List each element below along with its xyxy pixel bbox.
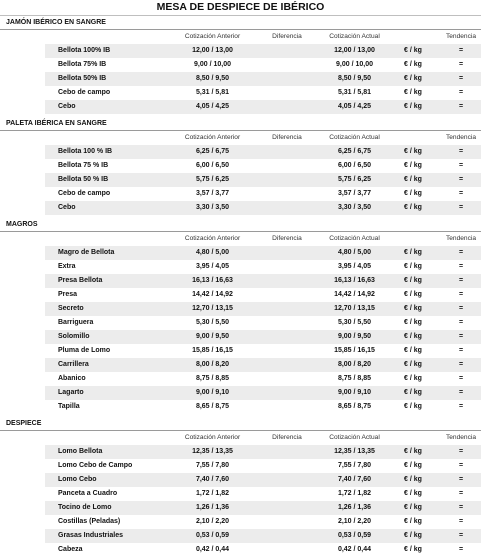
product-name: Pluma de Lomo	[58, 347, 111, 354]
unit: € / kg	[404, 89, 422, 96]
section	[0, 418, 481, 560]
table-row	[0, 173, 481, 187]
previous-quote: 15,85 / 16,15	[192, 347, 233, 354]
table-row	[0, 58, 481, 72]
trend: =	[458, 277, 464, 284]
previous-quote: 4,05 / 4,25	[195, 103, 230, 110]
current-quote: 12,70 / 13,15	[334, 305, 375, 312]
price-table	[0, 17, 481, 560]
section-spacer	[0, 114, 481, 117]
difference	[262, 372, 312, 386]
current-quote: 6,25 / 6,75	[337, 148, 372, 155]
table-row	[0, 288, 481, 302]
difference	[262, 86, 312, 100]
table-row	[0, 330, 481, 344]
header-current-quote: Cotización Actual	[329, 235, 380, 242]
product-name: Carrillera	[58, 361, 89, 368]
unit: € / kg	[404, 190, 422, 197]
table-row	[0, 274, 481, 288]
header-difference: Diferencia	[272, 235, 302, 242]
difference	[262, 72, 312, 86]
unit: € / kg	[404, 148, 422, 155]
trend: =	[458, 532, 464, 539]
unit: € / kg	[404, 176, 422, 183]
difference	[262, 246, 312, 260]
unit: € / kg	[404, 277, 422, 284]
section	[0, 219, 481, 417]
product-name: Grasas Industriales	[58, 532, 123, 539]
current-quote: 3,95 / 4,05	[337, 263, 372, 270]
trend: =	[458, 204, 464, 211]
product-name: Abanico	[58, 375, 86, 382]
current-quote: 5,75 / 6,25	[337, 176, 372, 183]
current-quote: 7,55 / 7,80	[337, 462, 372, 469]
trend: =	[458, 389, 464, 396]
previous-quote: 8,75 / 8,85	[195, 375, 230, 382]
unit: € / kg	[404, 249, 422, 256]
trend: =	[458, 162, 464, 169]
current-quote: 1,26 / 1,36	[337, 504, 372, 511]
difference	[262, 529, 312, 543]
header-trend: Tendencia	[445, 134, 477, 141]
unit: € / kg	[404, 61, 422, 68]
current-quote: 6,00 / 6,50	[337, 162, 372, 169]
trend: =	[458, 333, 464, 340]
difference	[262, 358, 312, 372]
unit: € / kg	[404, 347, 422, 354]
trend: =	[458, 448, 464, 455]
difference	[262, 288, 312, 302]
product-name: Costillas (Peladas)	[58, 518, 121, 525]
difference	[262, 473, 312, 487]
current-quote: 16,13 / 16,63	[334, 277, 375, 284]
current-quote: 7,40 / 7,60	[337, 476, 372, 483]
table-row	[0, 501, 481, 515]
difference	[262, 459, 312, 473]
table-row	[0, 302, 481, 316]
column-header-row	[0, 131, 481, 145]
unit: € / kg	[404, 305, 422, 312]
header-trend: Tendencia	[445, 434, 477, 441]
previous-quote: 6,00 / 6,50	[195, 162, 230, 169]
previous-quote: 9,00 / 9,10	[195, 389, 230, 396]
previous-quote: 9,00 / 10,00	[194, 61, 231, 68]
table-row	[0, 372, 481, 386]
trend: =	[458, 347, 464, 354]
table-row	[0, 86, 481, 100]
difference	[262, 159, 312, 173]
trend: =	[458, 75, 464, 82]
unit: € / kg	[404, 448, 422, 455]
table-row	[0, 44, 481, 58]
current-quote: 0,53 / 0,59	[337, 532, 372, 539]
previous-quote: 16,13 / 16,63	[192, 277, 233, 284]
table-row	[0, 473, 481, 487]
table-row	[0, 358, 481, 372]
current-quote: 12,00 / 13,00	[334, 47, 375, 54]
product-name: Cebo	[58, 103, 76, 110]
previous-quote: 8,65 / 8,75	[195, 403, 230, 410]
trend: =	[458, 518, 464, 525]
product-name: Bellota 75 % IB	[58, 162, 109, 169]
unit: € / kg	[404, 403, 422, 410]
header-difference: Diferencia	[272, 434, 302, 441]
previous-quote: 0,53 / 0,59	[195, 532, 230, 539]
product-name: Presa	[58, 291, 78, 298]
unit: € / kg	[404, 361, 422, 368]
difference	[262, 330, 312, 344]
current-quote: 8,65 / 8,75	[337, 403, 372, 410]
current-quote: 14,42 / 14,92	[334, 291, 375, 298]
header-current-quote: Cotización Actual	[329, 134, 380, 141]
difference	[262, 58, 312, 72]
product-name: Tocino de Lomo	[58, 504, 112, 511]
previous-quote: 12,70 / 13,15	[192, 305, 233, 312]
unit: € / kg	[404, 47, 422, 54]
product-name: Bellota 50% IB	[58, 75, 107, 82]
current-quote: 8,50 / 9,50	[337, 75, 372, 82]
unit: € / kg	[404, 291, 422, 298]
trend: =	[458, 361, 464, 368]
product-name: Bellota 75% IB	[58, 61, 107, 68]
section-spacer	[0, 414, 481, 417]
table-row	[0, 400, 481, 414]
unit: € / kg	[404, 75, 422, 82]
trend: =	[458, 263, 464, 270]
section	[0, 118, 481, 218]
difference	[262, 145, 312, 159]
current-quote: 9,00 / 9,50	[337, 333, 372, 340]
previous-quote: 3,95 / 4,05	[195, 263, 230, 270]
table-row	[0, 543, 481, 557]
section	[0, 17, 481, 117]
unit: € / kg	[404, 546, 422, 553]
header-previous-quote: Cotización Anterior	[184, 33, 241, 40]
previous-quote: 7,40 / 7,60	[195, 476, 230, 483]
previous-quote: 9,00 / 9,50	[195, 333, 230, 340]
trend: =	[458, 476, 464, 483]
previous-quote: 5,31 / 5,81	[195, 89, 230, 96]
section-title: MAGROS	[0, 219, 481, 232]
trend: =	[458, 319, 464, 326]
table-row	[0, 100, 481, 114]
previous-quote: 6,25 / 6,75	[195, 148, 230, 155]
current-quote: 12,35 / 13,35	[334, 448, 375, 455]
header-previous-quote: Cotización Anterior	[184, 434, 241, 441]
table-row	[0, 246, 481, 260]
product-name: Cebo	[58, 204, 76, 211]
product-name: Lomo Cebo de Campo	[58, 462, 133, 469]
product-name: Cebo de campo	[58, 190, 111, 197]
product-name: Barriguera	[58, 319, 94, 326]
difference	[262, 445, 312, 459]
product-name: Presa Bellota	[58, 277, 103, 284]
trend: =	[458, 103, 464, 110]
trend: =	[458, 148, 464, 155]
page-title: MESA DE DESPIECE DE IBÉRICO	[0, 0, 481, 16]
header-current-quote: Cotización Actual	[329, 33, 380, 40]
unit: € / kg	[404, 263, 422, 270]
current-quote: 15,85 / 16,15	[334, 347, 375, 354]
table-row	[0, 201, 481, 215]
product-name: Cabeza	[58, 546, 83, 553]
current-quote: 8,00 / 8,20	[337, 361, 372, 368]
previous-quote: 14,42 / 14,92	[192, 291, 233, 298]
trend: =	[458, 375, 464, 382]
previous-quote: 12,00 / 13,00	[192, 47, 233, 54]
previous-quote: 3,57 / 3,77	[195, 190, 230, 197]
previous-quote: 5,30 / 5,50	[195, 319, 230, 326]
current-quote: 0,42 / 0,44	[337, 546, 372, 553]
unit: € / kg	[404, 333, 422, 340]
unit: € / kg	[404, 389, 422, 396]
current-quote: 1,72 / 1,82	[337, 490, 372, 497]
column-header-row	[0, 431, 481, 445]
previous-quote: 3,30 / 3,50	[195, 204, 230, 211]
unit: € / kg	[404, 162, 422, 169]
current-quote: 5,31 / 5,81	[337, 89, 372, 96]
product-name: Cebo de campo	[58, 89, 111, 96]
current-quote: 5,30 / 5,50	[337, 319, 372, 326]
trend: =	[458, 190, 464, 197]
difference	[262, 302, 312, 316]
trend: =	[458, 462, 464, 469]
previous-quote: 8,00 / 8,20	[195, 361, 230, 368]
difference	[262, 274, 312, 288]
table-row	[0, 515, 481, 529]
difference	[262, 400, 312, 414]
unit: € / kg	[404, 476, 422, 483]
previous-quote: 12,35 / 13,35	[192, 448, 233, 455]
difference	[262, 515, 312, 529]
trend: =	[458, 61, 464, 68]
product-name: Lagarto	[58, 389, 84, 396]
product-name: Lomo Cebo	[58, 476, 97, 483]
trend: =	[458, 89, 464, 96]
current-quote: 4,05 / 4,25	[337, 103, 372, 110]
table-row	[0, 316, 481, 330]
product-name: Secreto	[58, 305, 84, 312]
table-row	[0, 386, 481, 400]
difference	[262, 44, 312, 58]
header-current-quote: Cotización Actual	[329, 434, 380, 441]
current-quote: 4,80 / 5,00	[337, 249, 372, 256]
section-title: DESPIECE	[0, 418, 481, 431]
unit: € / kg	[404, 319, 422, 326]
product-name: Extra	[58, 263, 76, 270]
table-row	[0, 260, 481, 274]
table-row	[0, 72, 481, 86]
product-name: Bellota 50 % IB	[58, 176, 109, 183]
unit: € / kg	[404, 375, 422, 382]
section-spacer	[0, 215, 481, 218]
section-title: PALETA IBÉRICA EN SANGRE	[0, 118, 481, 131]
previous-quote: 4,80 / 5,00	[195, 249, 230, 256]
header-difference: Diferencia	[272, 134, 302, 141]
header-previous-quote: Cotización Anterior	[184, 134, 241, 141]
difference	[262, 316, 312, 330]
difference	[262, 260, 312, 274]
difference	[262, 187, 312, 201]
previous-quote: 2,10 / 2,20	[195, 518, 230, 525]
header-difference: Diferencia	[272, 33, 302, 40]
trend: =	[458, 504, 464, 511]
previous-quote: 7,55 / 7,80	[195, 462, 230, 469]
product-name: Tapilla	[58, 403, 80, 410]
previous-quote: 8,50 / 9,50	[195, 75, 230, 82]
table-row	[0, 159, 481, 173]
trend: =	[458, 490, 464, 497]
product-name: Panceta a Cuadro	[58, 490, 118, 497]
unit: € / kg	[404, 518, 422, 525]
current-quote: 9,00 / 10,00	[336, 61, 373, 68]
header-trend: Tendencia	[445, 235, 477, 242]
difference	[262, 344, 312, 358]
unit: € / kg	[404, 462, 422, 469]
current-quote: 3,30 / 3,50	[337, 204, 372, 211]
difference	[262, 201, 312, 215]
trend: =	[458, 305, 464, 312]
product-name: Lomo Bellota	[58, 448, 103, 455]
unit: € / kg	[404, 204, 422, 211]
product-name: Magro de Bellota	[58, 249, 115, 256]
current-quote: 3,57 / 3,77	[337, 190, 372, 197]
previous-quote: 5,75 / 6,25	[195, 176, 230, 183]
table-row	[0, 145, 481, 159]
trend: =	[458, 249, 464, 256]
unit: € / kg	[404, 532, 422, 539]
current-quote: 8,75 / 8,85	[337, 375, 372, 382]
table-row	[0, 445, 481, 459]
table-row	[0, 187, 481, 201]
current-quote: 9,00 / 9,10	[337, 389, 372, 396]
difference	[262, 501, 312, 515]
trend: =	[458, 403, 464, 410]
difference	[262, 487, 312, 501]
unit: € / kg	[404, 490, 422, 497]
difference	[262, 386, 312, 400]
table-row	[0, 529, 481, 543]
unit: € / kg	[404, 103, 422, 110]
product-name: Solomillo	[58, 333, 90, 340]
previous-quote: 1,72 / 1,82	[195, 490, 230, 497]
header-trend: Tendencia	[445, 33, 477, 40]
trend: =	[458, 546, 464, 553]
column-header-row	[0, 232, 481, 246]
current-quote: 2,10 / 2,20	[337, 518, 372, 525]
difference	[262, 543, 312, 557]
product-name: Bellota 100 % IB	[58, 148, 113, 155]
trend: =	[458, 47, 464, 54]
product-name: Bellota 100% IB	[58, 47, 111, 54]
table-row	[0, 344, 481, 358]
header-previous-quote: Cotización Anterior	[184, 235, 241, 242]
previous-quote: 1,26 / 1,36	[195, 504, 230, 511]
table-row	[0, 487, 481, 501]
previous-quote: 0,42 / 0,44	[195, 546, 230, 553]
unit: € / kg	[404, 504, 422, 511]
difference	[262, 173, 312, 187]
table-row	[0, 459, 481, 473]
section-title: JAMÓN IBÉRICO EN SANGRE	[0, 17, 481, 30]
trend: =	[458, 291, 464, 298]
column-header-row	[0, 30, 481, 44]
trend: =	[458, 176, 464, 183]
difference	[262, 100, 312, 114]
